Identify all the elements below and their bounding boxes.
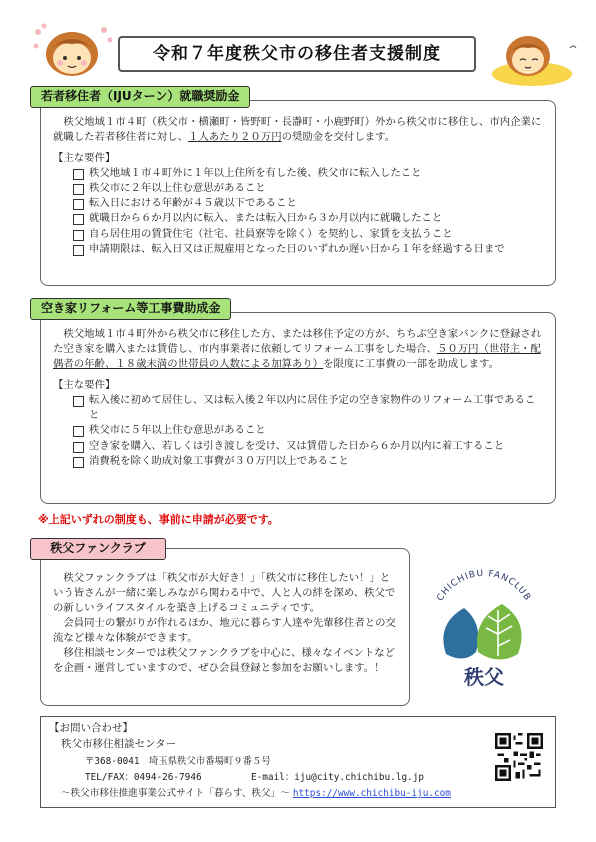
contact-heading: 【お問い合わせ】 <box>49 722 133 734</box>
section3-tab-label: 秩父ファンクラブ <box>30 538 166 560</box>
fanclub-paragraph-2: 会員同士の繋がりが作れるほか、地元に暮らす人達や先輩移住者との交流など様々な体験ができます。 <box>53 617 396 645</box>
green-leaf-icon <box>477 604 522 660</box>
requirement-item: 申請期限は、転入日又は正規雇用となった日のいずれか遅い日から１年を経過する日まで <box>71 242 545 257</box>
requirement-item: 転入日における年齢が４５歳以下であること <box>71 196 545 211</box>
logo-name-text: 秩父 <box>464 665 504 689</box>
requirement-item: 消費税を除く助成対象工事費が３０万円以上であること <box>71 454 545 469</box>
fanclub-paragraph-1: 秩父ファンクラブは「秩父市が大好き！」「秩父市に移住したい！」という皆さんが一緒に楽しみながら関わる中で、人と人の絆を深め、秩父での新しいライフスタイルを築き上げるコミュニティです。 <box>53 572 396 615</box>
section1-requirements-heading: 【主な要件】 <box>53 152 116 165</box>
section2-requirements-heading: 【主な要件】 <box>53 379 116 392</box>
site-prefix: ～秩父市移住推進事業公式サイト「暮らす、秩父」～ <box>61 788 290 799</box>
logo-arc-text: CHICHIBU FANCLUB <box>435 568 533 604</box>
page-title: 令和７年度秩父市の移住者支援制度 <box>118 36 476 72</box>
section-employment-incentive <box>40 100 556 286</box>
contact-box <box>40 716 556 808</box>
section1-requirements-list <box>71 166 545 256</box>
requirement-item: 秩父地域１市４町外に１年以上住所を有した後、秩父市に転入したこと <box>71 166 545 181</box>
site-link[interactable]: https://www.chichibu-iju.com <box>292 788 451 799</box>
mascot-left-illustration <box>28 18 116 80</box>
section-fanclub <box>40 548 410 706</box>
chichibu-fanclub-logo <box>418 560 550 692</box>
contact-organization: 秩父市移住相談センター <box>61 738 177 750</box>
contact-tel: TEL/FAX：0494-26-7946 <box>85 772 202 783</box>
application-warning: ※上記いずれの制度も、事前に申請が必要です。 <box>38 513 279 526</box>
requirement-item: 秩父市に２年以上住む意思があること <box>71 181 545 196</box>
contact-site-line <box>61 787 451 801</box>
svg-text:CHICHIBU FANCLUB <box>435 569 532 603</box>
fanclub-paragraph-3: 移住相談センターでは秩父ファンクラブを中心に、様々なイベントなどを企画・運営していますので、ぜひ会員登録と参加をお願いします。！ <box>53 647 396 675</box>
blue-leaf-icon <box>443 608 478 659</box>
requirement-item: 転入後に初めて居住し、又は転入後２年以内に居住予定の空き家物件のリフォーム工事であること <box>71 393 545 423</box>
requirement-item: 空き家を購入、若しくは引き渡しを受け、又は賃借した日から６か月以内に着工すること <box>71 439 545 454</box>
section1-intro: 秩父地域１市４町（秩父市・横瀬町・皆野町・長瀞町・小鹿野町）外から秩父市に移住し、市内企業に就職した若者移住者に対し、１人あたり２０万円の奨励金を交付します。 <box>53 116 542 144</box>
section2-tab-label: 空き家リフォーム等工事費助成金 <box>30 298 231 320</box>
qr-code-icon[interactable] <box>495 733 543 781</box>
section2-intro: 秩父地域１市４町外から秩父市に移住した方、または移住予定の方が、ちちぶ空き家バンクに登録された空き家を購入または賃借し、市内事業者に依頼してリフォーム工事をした場合、５０万円（世帯主・配偶者の年齢、１８歳未満の世帯員の人数による加算あり）を限度に工事費の一部を助成します。 <box>53 328 542 371</box>
requirement-item: 秩父市に５年以上住む意思があること <box>71 423 545 438</box>
requirement-item: 自ら居住用の賃貸住宅（社宅、社員寮等を除く）を契約し、家賃を支払うこと <box>71 227 545 242</box>
section-vacant-house-reform-grant <box>40 312 556 504</box>
contact-email: E-mail：iju@city.chichibu.lg.jp <box>251 772 425 783</box>
section2-requirements-list <box>71 393 545 468</box>
contact-address: 〒368-0041 埼玉県秩父市番場町９番５号 <box>85 756 271 767</box>
section1-tab-label: 若者移住者（IJUターン）就職奨励金 <box>30 86 250 108</box>
requirement-item: 就職日から６か月以内に転入、または転入日から３か月以内に就職したこと <box>71 211 545 226</box>
mascot-right-illustration <box>488 30 578 90</box>
